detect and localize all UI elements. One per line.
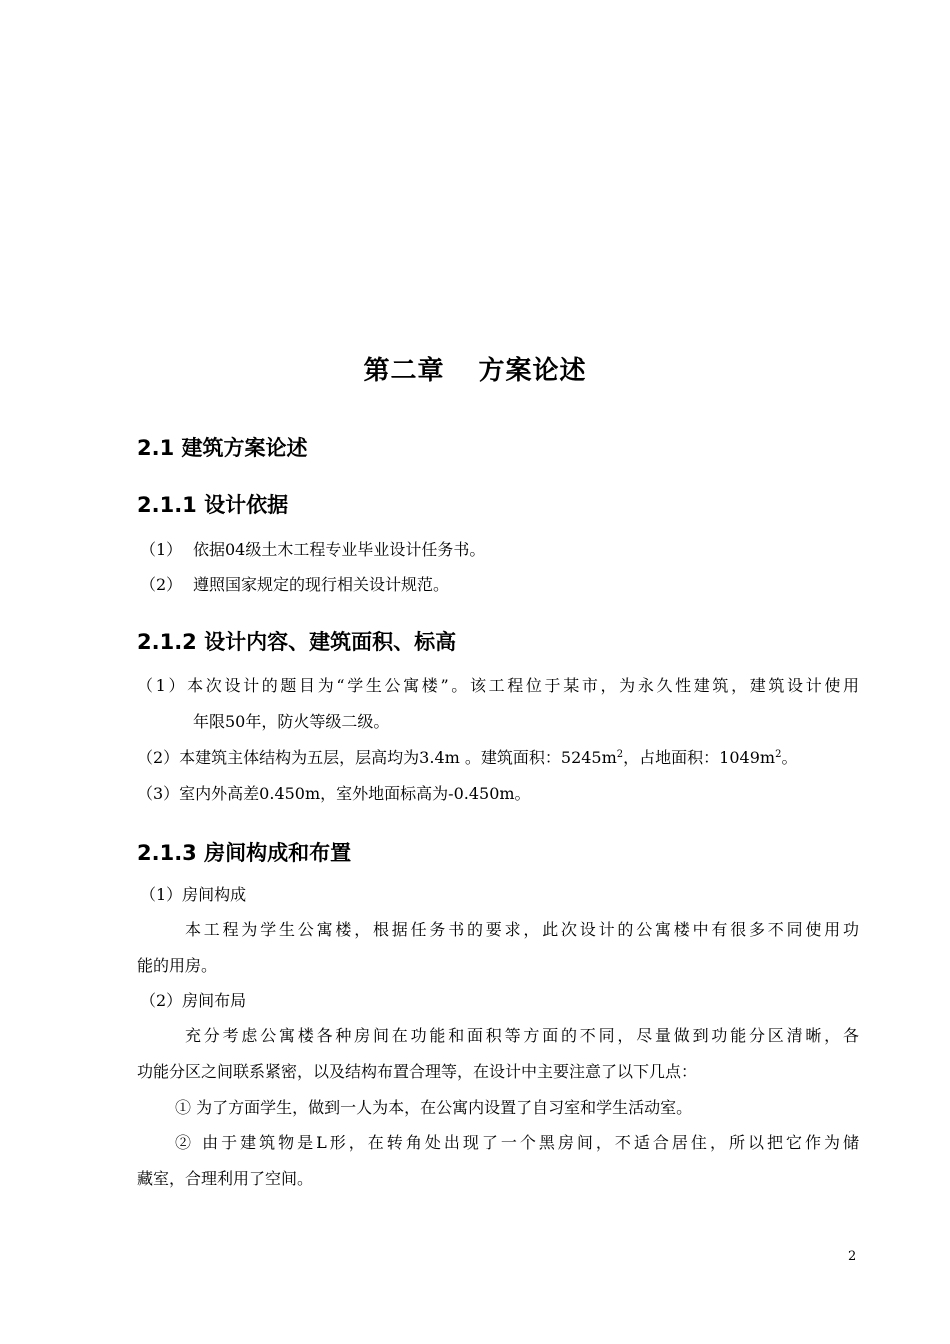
paragraph-line: 功能分区之间联系紧密，以及结构布置合理等，在设计中主要注意了以下几点： [137,1062,698,1081]
list-item [140,573,450,597]
paragraph-line: 藏室，合理利用了空间。 [137,1169,314,1188]
list-item [140,538,486,562]
superscript: 2 [775,749,782,760]
subsection-title: （1）房间构成 [140,885,247,904]
paragraph-line: （3）室内外高差0.450m，室外地面标高为-0.450m。 [137,784,531,803]
paragraph-line: 能的用房。 [137,956,218,975]
list-item: ① 为了方面学生，做到一人为本，在公寓内设置了自习室和学生活动室。 [175,1098,693,1117]
section-heading-2-1-1: 2.1.1 设计依据 [137,493,289,517]
chapter-name: 方案论述 [478,356,587,386]
section-heading-2-1: 2.1 建筑方案论述 [137,436,308,460]
paragraph-line [137,746,797,770]
superscript: 2 [616,749,624,760]
list-item: ② 由于建筑物是L形，在转角处出现了一个黑房间，不适合居住，所以把它作为储 [175,1133,859,1152]
paragraph-line: （1）本次设计的题目为“学生公寓楼”。该工程位于某市，为永久性建筑，建筑设计使用 [137,676,859,695]
chapter-title [0,350,950,387]
area-text: ，占地面积：1049m [623,748,776,767]
paragraph-line: 本工程为学生公寓楼，根据任务书的要求，此次设计的公寓楼中有很多不同使用功 [185,920,859,939]
list-text: 依据04级土木工程专业毕业设计任务书。 [193,540,486,559]
page-number: 2 [848,1249,857,1264]
list-text: 遵照国家规定的现行相关设计规范。 [193,575,450,594]
section-heading-2-1-2: 2.1.2 设计内容、建筑面积、标高 [137,630,457,654]
list-marker: （2） [140,575,183,594]
list-marker: （1） [140,540,183,559]
paragraph-line: 充分考虑公寓楼各种房间在功能和面积等方面的不同，尽量做到功能分区清晰，各 [185,1026,859,1045]
section-heading-2-1-3: 2.1.3 房间构成和布置 [137,841,352,865]
paragraph-line: 年限50年，防火等级二级。 [193,712,390,731]
area-text: （2）本建筑主体结构为五层，层高均为3.4m 。建筑面积：5245m [137,748,617,767]
area-text: 。 [781,748,798,767]
subsection-title: （2）房间布局 [140,991,247,1010]
chapter-number: 第二章 [363,356,445,386]
